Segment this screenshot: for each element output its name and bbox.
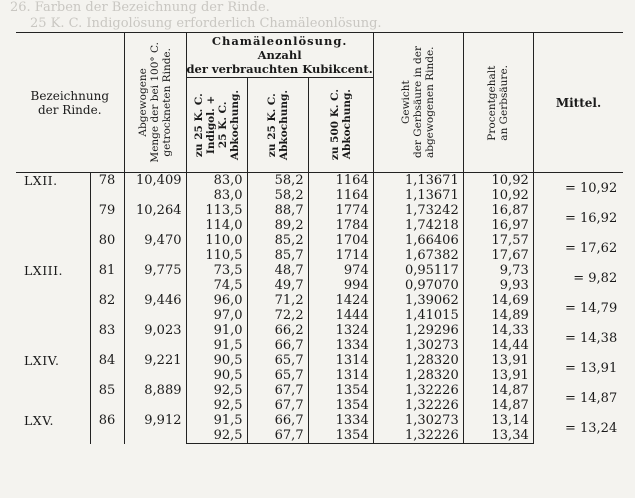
cell-indigo: 73,5 — [186, 263, 247, 278]
cell-gerb-weight: 1,66406 — [373, 233, 463, 248]
cell-percent: 13,91 — [463, 368, 533, 383]
cell-25kc: 58,2 — [247, 173, 308, 189]
row-name: LXIV. — [24, 353, 60, 368]
cell-mean: = 14,79 — [564, 300, 618, 316]
cell-25kc: 48,7 — [247, 263, 308, 278]
table-row — [16, 263, 623, 278]
row-weight: 9,912 — [124, 413, 186, 444]
row-number: 80 — [90, 233, 124, 263]
header-name-text: Bezeichnung der Rinde. — [30, 88, 109, 117]
cell-mean: = 16,92 — [564, 210, 618, 226]
cell-indigo: 114,0 — [186, 218, 247, 233]
cell-percent: 10,92 — [463, 188, 533, 203]
cell-percent: 14,44 — [463, 338, 533, 353]
row-number: 84 — [90, 353, 124, 383]
cell-25kc: 65,7 — [247, 368, 308, 383]
table-row — [16, 353, 623, 368]
cell-gerb-weight: 1,74218 — [373, 218, 463, 233]
cell-gerb-weight: 1,29296 — [373, 323, 463, 338]
row-name — [16, 233, 90, 263]
table-row — [16, 413, 623, 428]
cell-500kc: 1424 — [308, 293, 373, 308]
row-number: 86 — [90, 413, 124, 444]
cell-gerb-weight: 0,95117 — [373, 263, 463, 278]
cell-500kc: 1714 — [308, 248, 373, 263]
cell-mean: = 13,24 — [564, 420, 618, 436]
cell-500kc: 1324 — [308, 323, 373, 338]
header-group-title: Chamäleonlösung. — [211, 34, 348, 48]
row-number: 78 — [90, 173, 124, 204]
cell-25kc: 65,7 — [247, 353, 308, 368]
cell-percent: 16,87 — [463, 203, 533, 218]
data-table — [16, 32, 623, 444]
cell-gerb-weight: 1,28320 — [373, 368, 463, 383]
header-sub-c — [308, 78, 373, 173]
cell-percent: 17,57 — [463, 233, 533, 248]
cell-mean: = 17,62 — [564, 240, 618, 256]
row-name: LXIII. — [24, 263, 63, 278]
cell-500kc: 1354 — [308, 383, 373, 398]
cell-gerb-weight: 1,13671 — [373, 173, 463, 189]
row-number: 83 — [90, 323, 124, 353]
header-pct — [463, 33, 533, 173]
header-name — [16, 33, 124, 173]
cell-25kc: 72,2 — [247, 308, 308, 323]
header-group — [186, 33, 373, 78]
header-weight — [124, 33, 186, 173]
cell-gerb-weight: 0,97070 — [373, 278, 463, 293]
cell-indigo: 92,5 — [186, 428, 247, 444]
cell-percent: 14,33 — [463, 323, 533, 338]
row-weight: 9,470 — [124, 233, 186, 263]
cell-25kc: 66,7 — [247, 338, 308, 353]
cell-indigo: 110,5 — [186, 248, 247, 263]
row-weight: 10,264 — [124, 203, 186, 233]
row-weight: 9,446 — [124, 293, 186, 323]
cell-500kc: 994 — [308, 278, 373, 293]
cell-500kc: 1164 — [308, 188, 373, 203]
row-number: 85 — [90, 383, 124, 413]
cell-500kc: 1334 — [308, 338, 373, 353]
row-number: 81 — [90, 263, 124, 293]
cell-gerb-weight: 1,39062 — [373, 293, 463, 308]
cell-indigo: 97,0 — [186, 308, 247, 323]
row-weight: 9,023 — [124, 323, 186, 353]
row-name: LXII. — [24, 173, 58, 188]
cell-25kc: 67,7 — [247, 383, 308, 398]
cell-indigo: 92,5 — [186, 383, 247, 398]
cell-25kc: 66,7 — [247, 413, 308, 428]
cell-percent: 14,87 — [463, 398, 533, 413]
header-mean — [533, 33, 623, 173]
cell-percent: 14,87 — [463, 383, 533, 398]
cell-mean: = 13,91 — [564, 360, 618, 376]
cell-percent: 16,97 — [463, 218, 533, 233]
header-sub-a-text: zu 25 K. C. Indigol. + 25 K. C. Abkochung. — [192, 89, 241, 161]
table-row — [16, 323, 623, 338]
row-number: 82 — [90, 293, 124, 323]
cell-25kc: 85,7 — [247, 248, 308, 263]
row-weight: 10,409 — [124, 173, 186, 204]
cell-500kc: 1314 — [308, 353, 373, 368]
header-mean-text: Mittel. — [555, 95, 602, 110]
header-weight-text: Abgewogene Menge der bei 100° C. getrockneten Rinde. — [137, 42, 173, 163]
header-gerb — [373, 33, 463, 173]
row-weight: 8,889 — [124, 383, 186, 413]
cell-500kc: 1704 — [308, 233, 373, 248]
cell-gerb-weight: 1,32226 — [373, 383, 463, 398]
cell-gerb-weight: 1,32226 — [373, 428, 463, 444]
cell-percent: 13,34 — [463, 428, 533, 444]
table-row — [16, 173, 623, 189]
header-sub-b — [247, 78, 308, 173]
cell-indigo: 90,5 — [186, 368, 247, 383]
cell-indigo: 74,5 — [186, 278, 247, 293]
cell-percent: 14,89 — [463, 308, 533, 323]
cell-gerb-weight: 1,13671 — [373, 188, 463, 203]
cell-25kc: 49,7 — [247, 278, 308, 293]
cell-percent: 9,93 — [463, 278, 533, 293]
cell-500kc: 1354 — [308, 428, 373, 444]
cell-500kc: 1784 — [308, 218, 373, 233]
table-row — [16, 203, 623, 218]
cell-indigo: 91,0 — [186, 323, 247, 338]
cell-25kc: 58,2 — [247, 188, 308, 203]
cell-500kc: 974 — [308, 263, 373, 278]
cell-gerb-weight: 1,28320 — [373, 353, 463, 368]
row-name — [16, 203, 90, 233]
cell-percent: 13,91 — [463, 353, 533, 368]
cell-indigo: 90,5 — [186, 353, 247, 368]
row-name — [16, 383, 90, 413]
cell-25kc: 85,2 — [247, 233, 308, 248]
cell-gerb-weight: 1,30273 — [373, 413, 463, 428]
cell-25kc: 71,2 — [247, 293, 308, 308]
cell-percent: 13,14 — [463, 413, 533, 428]
cell-indigo: 92,5 — [186, 398, 247, 413]
cell-25kc: 67,7 — [247, 428, 308, 444]
cell-percent: 9,73 — [463, 263, 533, 278]
row-name: LXV. — [24, 413, 55, 428]
header-gerb-text: Gewicht der Gerbsäure in der abgewogenen Rinde. — [400, 46, 437, 159]
cell-25kc: 88,7 — [247, 203, 308, 218]
cell-mean: = 14,38 — [564, 330, 618, 346]
table-row — [16, 293, 623, 308]
cell-indigo: 83,0 — [186, 188, 247, 203]
header-sub-a — [186, 78, 247, 173]
cell-percent: 17,67 — [463, 248, 533, 263]
cell-mean: = 10,92 — [564, 180, 618, 196]
cell-500kc: 1774 — [308, 203, 373, 218]
cell-gerb-weight: 1,41015 — [373, 308, 463, 323]
header-sub-c-text: zu 500 K. C. Abkochung. — [328, 89, 353, 161]
cell-500kc: 1314 — [308, 368, 373, 383]
cell-indigo: 83,0 — [186, 173, 247, 189]
cell-gerb-weight: 1,32226 — [373, 398, 463, 413]
cell-mean: = 9,82 — [573, 270, 618, 286]
cell-gerb-weight: 1,30273 — [373, 338, 463, 353]
table-row — [16, 233, 623, 248]
header-group-subtitle: Anzahl der verbrauchten Kubikcent. — [186, 48, 373, 76]
cell-25kc: 89,2 — [247, 218, 308, 233]
table-body — [16, 173, 623, 444]
bleed-through-text-1: 26. Farben der Bezeichnung der Rinde. — [10, 0, 270, 15]
row-number: 79 — [90, 203, 124, 233]
cell-500kc: 1164 — [308, 173, 373, 189]
header-pct-text: Procentgehalt an Gerbsäure. — [486, 64, 511, 141]
cell-percent: 14,69 — [463, 293, 533, 308]
row-weight: 9,775 — [124, 263, 186, 293]
bleed-through-text-2: 25 K. C. Indigolösung erforderlich Chamäleonlösung. — [30, 16, 382, 31]
cell-500kc: 1444 — [308, 308, 373, 323]
cell-indigo: 110,0 — [186, 233, 247, 248]
cell-500kc: 1334 — [308, 413, 373, 428]
cell-mean: = 14,87 — [564, 390, 618, 406]
cell-indigo: 96,0 — [186, 293, 247, 308]
cell-indigo: 91,5 — [186, 413, 247, 428]
row-weight: 9,221 — [124, 353, 186, 383]
table-row — [16, 383, 623, 398]
cell-percent: 10,92 — [463, 173, 533, 189]
cell-gerb-weight: 1,73242 — [373, 203, 463, 218]
cell-indigo: 91,5 — [186, 338, 247, 353]
cell-25kc: 67,7 — [247, 398, 308, 413]
cell-500kc: 1354 — [308, 398, 373, 413]
row-name — [16, 323, 90, 353]
cell-25kc: 66,2 — [247, 323, 308, 338]
cell-gerb-weight: 1,67382 — [373, 248, 463, 263]
cell-indigo: 113,5 — [186, 203, 247, 218]
header-sub-b-text: zu 25 K. C. Abkochung. — [265, 89, 290, 161]
row-name — [16, 293, 90, 323]
